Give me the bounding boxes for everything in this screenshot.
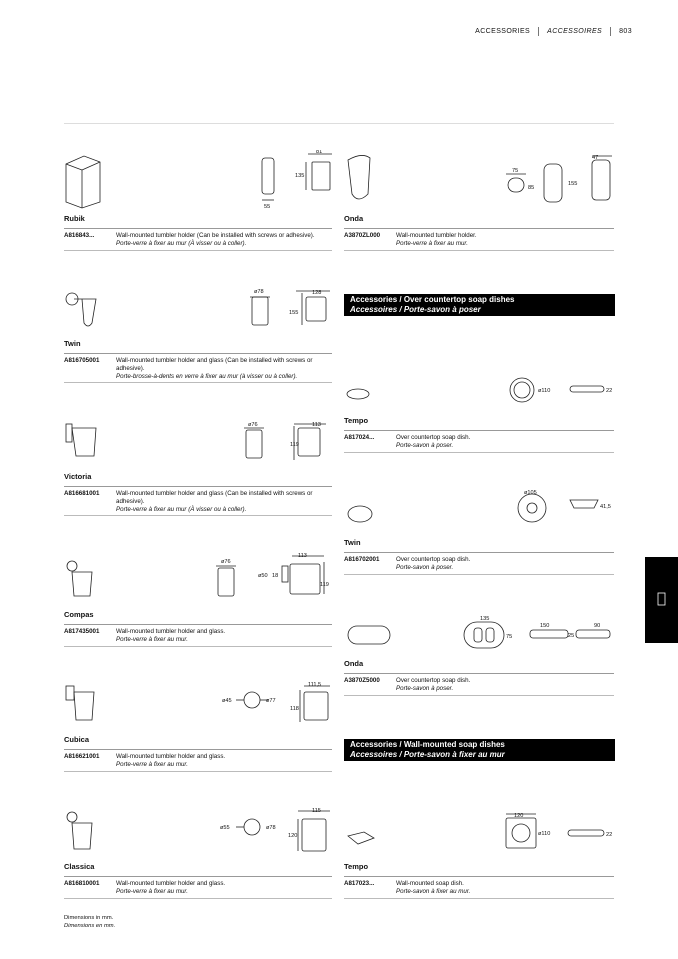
description-fr: Porte-savon à poser.: [396, 441, 454, 449]
product-code: A816810001: [64, 880, 100, 887]
product-name: Rubik: [64, 214, 85, 223]
product-name: Victoria: [64, 472, 92, 481]
cubica-figure: [62, 680, 337, 730]
dim-label: 118: [290, 706, 299, 712]
product-code: A816702001: [344, 556, 380, 563]
header-divider: [538, 27, 539, 36]
dim-label: 119: [320, 582, 329, 588]
product-onda-holder: [344, 214, 614, 251]
band-title-fr: Accessoires / Porte-savon à fixer au mur: [350, 750, 505, 759]
band-title-fr: Accessoires / Porte-savon à poser: [350, 305, 481, 314]
rubik-figure: [62, 150, 332, 210]
footer-note: [64, 914, 115, 930]
description-en: Wall-mounted tumbler holder and glass.: [116, 753, 226, 760]
top-rule: [64, 123, 614, 124]
description-en: Over countertop soap dish.: [396, 677, 471, 684]
description-fr: Porte-brosse-à-dents en verre à fixer au mur (à visser ou à coller).: [116, 372, 298, 380]
dim-label: ø78: [266, 825, 276, 831]
dim-label: 75: [512, 168, 519, 174]
dim-label: ø76: [221, 559, 231, 565]
section-title-fr: ACCESSOIRES: [547, 28, 603, 35]
section-band-countertop: [344, 294, 615, 316]
dim-label: 18: [272, 573, 279, 579]
product-code: A817023...: [344, 880, 375, 887]
band-title-en: Accessories / Wall-mounted soap dishes: [350, 740, 505, 749]
band-title-en: Accessories / Over countertop soap dishes: [350, 295, 515, 304]
dim-label: ø110: [538, 388, 551, 394]
description-en: Wall-mounted tumbler holder and glass (Can be installed with screws or adhesive).: [116, 490, 313, 505]
dim-label: 155: [568, 181, 578, 187]
description-en: Wall-mounted tumbler holder.: [396, 232, 477, 239]
product-twin-dish: [344, 538, 614, 575]
side-tab: [645, 557, 678, 643]
tumbler-icon: [645, 557, 678, 643]
dim-label: 119: [290, 442, 299, 448]
page-header: [475, 27, 632, 36]
dim-label: 155: [289, 310, 299, 316]
dim-label: 120: [514, 813, 524, 819]
page-number: 803: [619, 28, 632, 35]
dim-label: 115: [312, 808, 321, 814]
product-compas: [64, 610, 332, 647]
product-code: A816621001: [64, 753, 100, 760]
tempo-dish-figure: [344, 370, 616, 410]
description-fr: Porte-verre à fixer au mur.: [116, 635, 188, 643]
description-fr: Porte-savon à fixer au mur.: [396, 887, 471, 895]
dim-label: 55: [264, 204, 271, 210]
dim-label: ø45: [222, 698, 232, 704]
dim-label: 113: [298, 553, 307, 559]
product-cubica: [64, 735, 332, 772]
product-code: A817435001: [64, 628, 100, 635]
description-fr: Porte-savon à poser.: [396, 684, 454, 692]
product-victoria: [64, 472, 332, 516]
dim-label: ø50: [258, 573, 268, 579]
dim-label: 25: [568, 633, 575, 639]
dim-label: 81: [316, 150, 323, 155]
tempo-wall-figure: [344, 808, 616, 854]
dim-label: 75: [506, 634, 513, 640]
section-title-en: ACCESSORIES: [475, 28, 531, 35]
dim-label: 111,5: [308, 682, 322, 688]
product-name: Onda: [344, 659, 364, 668]
dim-label: 22: [606, 832, 613, 838]
dim-label: 135: [295, 173, 305, 179]
product-name: Cubica: [64, 735, 90, 744]
dim-label: 22: [606, 388, 613, 394]
description-en: Wall-mounted soap dish.: [396, 880, 464, 887]
dim-label: 47: [592, 155, 599, 161]
onda-dish-figure: [344, 612, 616, 656]
dim-label: ø76: [248, 422, 258, 428]
description-fr: Porte-verre à fixer au mur (À visser ou à coller).: [116, 505, 247, 513]
dim-label: ø105: [524, 490, 537, 496]
header-divider: [610, 27, 611, 36]
description-fr: Porte-verre à fixer au mur (À visser ou à coller).: [116, 239, 247, 247]
dim-label: 135: [480, 616, 490, 622]
description-fr: Porte-savon à poser.: [396, 563, 454, 571]
description-en: Over countertop soap dish.: [396, 434, 471, 441]
onda-holder-figure: [344, 150, 616, 206]
dim-label: ø55: [220, 825, 230, 831]
description-en: Over countertop soap dish.: [396, 556, 471, 563]
product-name: Classica: [64, 862, 95, 871]
dim-label: 150: [540, 623, 550, 629]
product-name: Twin: [344, 538, 361, 547]
dim-label: 120: [288, 833, 298, 839]
classica-figure: [62, 805, 337, 855]
twin-dish-figure: [344, 486, 616, 532]
product-rubik: [64, 214, 332, 251]
dim-label: 85: [528, 185, 535, 191]
product-name: Twin: [64, 339, 81, 348]
product-code: A816843...: [64, 232, 95, 239]
product-tempo-wall: [344, 862, 614, 899]
dim-label: ø78: [254, 289, 264, 295]
dim-label: ø77: [266, 698, 276, 704]
dim-label: 128: [312, 290, 322, 296]
dim-label: ø110: [538, 831, 551, 837]
dim-label: 113: [312, 422, 321, 428]
product-twin-holder: [64, 339, 332, 383]
dim-label: 41,5: [600, 504, 611, 510]
description-fr: Porte-verre à fixer au mur.: [116, 760, 188, 768]
description-en: Wall-mounted tumbler holder and glass.: [116, 880, 226, 887]
victoria-figure: [62, 418, 337, 466]
product-code: A3870ZL000: [344, 232, 381, 239]
description-fr: Porte-verre à fixer au mur.: [116, 887, 188, 895]
product-classica: [64, 862, 332, 899]
product-code: A817024...: [344, 434, 375, 441]
product-onda-dish: [344, 659, 614, 696]
description-fr: Porte-verre à fixer au mur.: [396, 239, 468, 247]
description-en: Wall-mounted tumbler holder and glass.: [116, 628, 226, 635]
description-en: Wall-mounted tumbler holder and glass (Can be installed with screws or adhesive).: [116, 357, 313, 372]
description-en: Wall-mounted tumbler holder (Can be installed with screws or adhesive).: [116, 232, 315, 239]
product-name: Tempo: [344, 862, 369, 871]
product-code: A3870Z5000: [344, 677, 380, 684]
product-name: Tempo: [344, 416, 369, 425]
footer-en: Dimensions in mm.: [64, 915, 114, 921]
product-name: Compas: [64, 610, 94, 619]
product-tempo-dish: [344, 416, 614, 453]
product-code: A816705001: [64, 357, 100, 364]
section-band-wall-mounted: [344, 739, 615, 761]
twin-holder-figure: [62, 285, 337, 335]
footer-fr: Dimensions en mm.: [64, 923, 116, 930]
product-code: A816681001: [64, 490, 100, 497]
compas-figure: [62, 552, 337, 602]
dim-label: 90: [594, 623, 601, 629]
product-name: Onda: [344, 214, 364, 223]
